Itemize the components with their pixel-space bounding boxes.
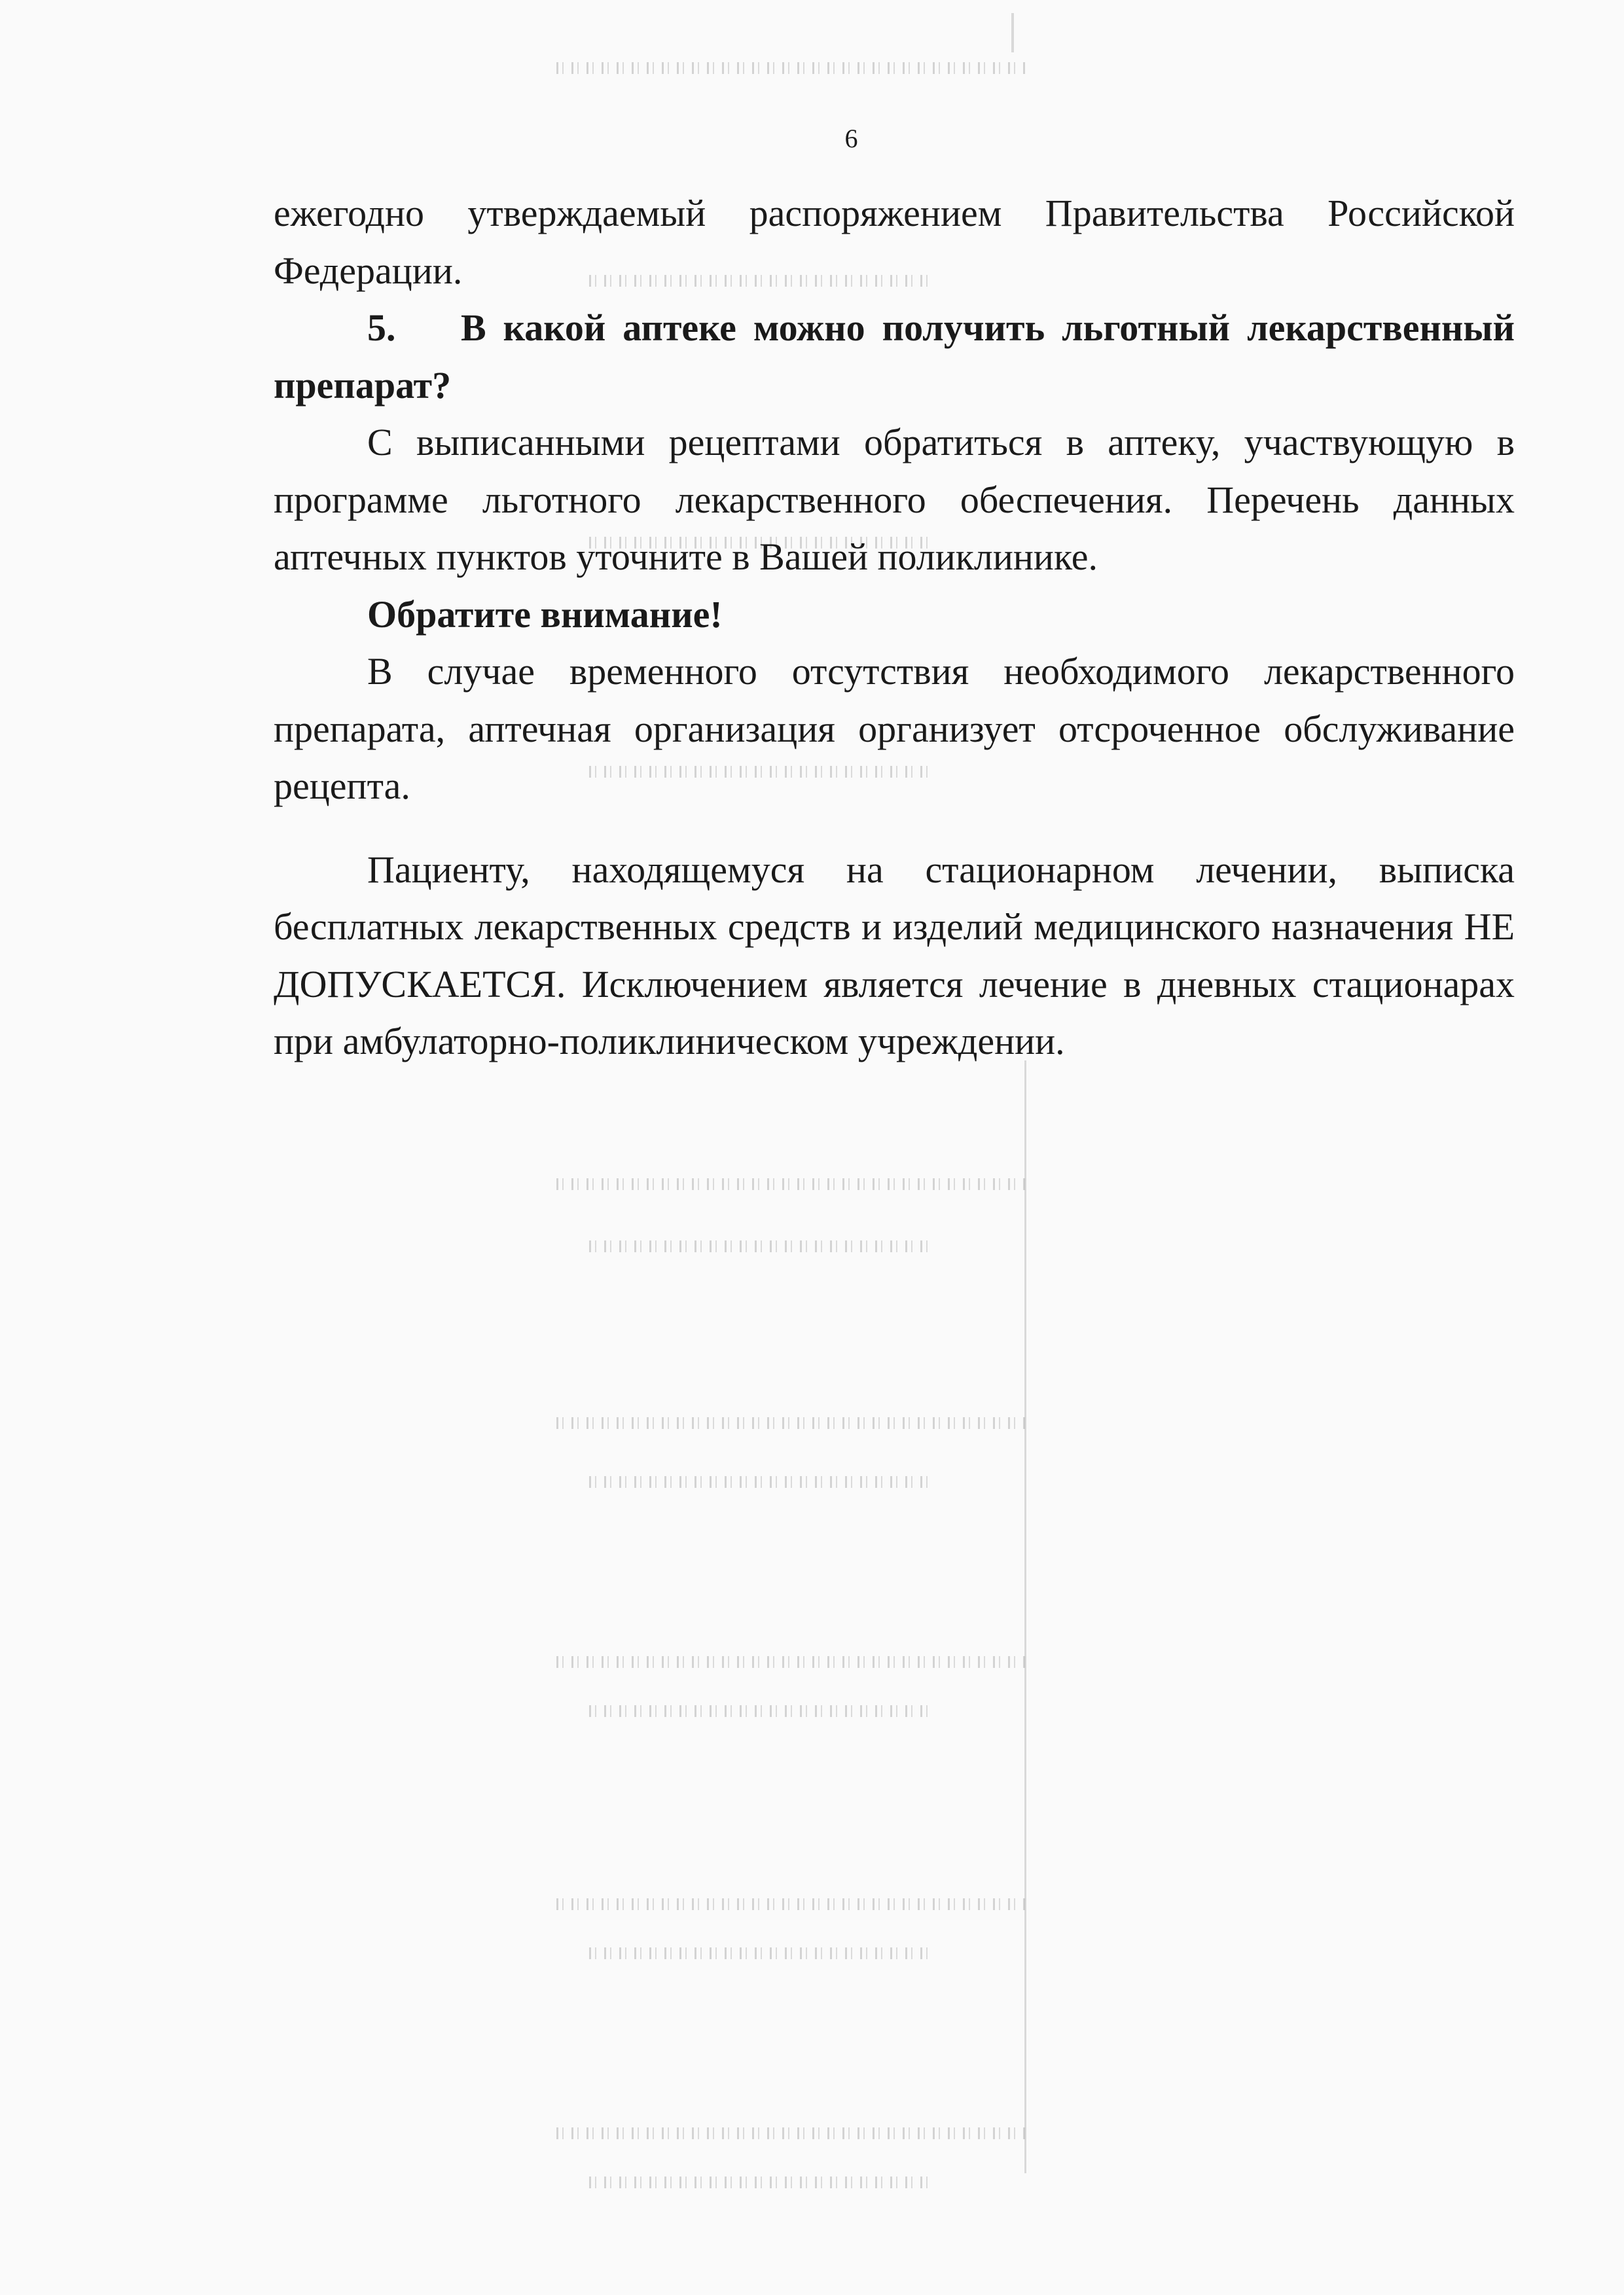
paragraph-pharmacy-info: С выписанными рецептами обратиться в аптеку, участвующую в программе льготного лекарственного обеспечения. Перечень данных аптечных пунктов уточните в Вашей поликлинике.: [274, 421, 1515, 578]
scan-artifact: [556, 62, 1028, 74]
question-number: 5.: [367, 306, 396, 349]
notice-heading: Обратите внимание!: [367, 592, 723, 636]
scan-artifact: [556, 1417, 1028, 1429]
paragraph-inpatient-restriction: Пациенту, находящемуся на стационарном лечении, выписка бесплатных лекарственных средств и изделий медицинского назначения НЕ ДОПУСКАЕТСЯ. Исключением является лечение в дневных стационарах при амбулаторно-поликлиническом учреждении.: [274, 848, 1515, 1062]
scan-artifact: [556, 1898, 1028, 1910]
paragraph-deferred-service: В случае временного отсутствия необходимого лекарственного препарата, аптечная организация организует отсроченное обслуживание рецепта.: [274, 650, 1515, 807]
page-number: 6: [844, 124, 858, 153]
scan-artifact: [589, 1476, 929, 1488]
scan-artifact: [589, 2177, 929, 2188]
question-text: В какой аптеке можно получить льготный лекарственный препарат?: [274, 306, 1515, 407]
paragraph-continuation: ежегодно утверждаемый распоряжением Правительства Российской Федерации.: [274, 192, 1515, 292]
scan-artifact: [589, 1947, 929, 1959]
scan-artifact: [1011, 13, 1014, 52]
scan-artifact: [589, 1240, 929, 1252]
scan-artifact: [556, 1656, 1028, 1668]
scan-artifact: [556, 1178, 1028, 1190]
question-heading-5: [274, 299, 1515, 414]
document-body: [274, 185, 1515, 1070]
scan-artifact: [589, 1705, 929, 1717]
scan-artifact: [556, 2127, 1028, 2139]
scan-artifact: [1024, 1060, 1026, 2173]
